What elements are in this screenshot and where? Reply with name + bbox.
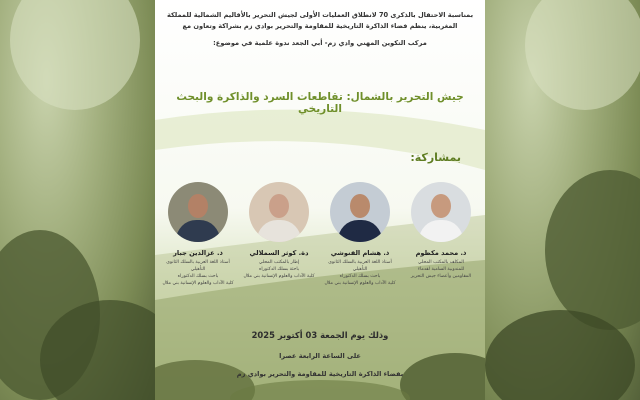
intro-line: مركب التكوين المهني وادي زم- أبي الجعد ندوة علمية في موضوع: [213,39,427,48]
event-time: على الساعة الرابعة عصرا [279,352,361,360]
participant-title-line: باحثة بسلك الدكتوراه [259,267,299,273]
participant-card [321,182,399,287]
participant-title-line: للمندوبية السامية لقدماء [417,267,465,273]
participant-name: ذ. هشام الفنوشي [330,249,390,257]
participant-title-line: كلية الآداب والعلوم الإنسانية بني ملال [162,281,234,287]
foliage-shape [10,0,140,110]
participant-photo [168,182,228,242]
participant-title-line: إطار بالمكتب المحلي [258,260,300,265]
participation-label: بمشاركة: [410,151,461,164]
participant-title-line: المكلف بالمكتب المحلي [418,260,464,265]
participant-card [240,182,318,280]
participant-title-line: المقاومين وأعضاء جيش التحرير [410,274,472,280]
intro-line: المغربية، ينظم فضاء الذاكرة التاريخية للمقاومة والتحرير بوادي زم بشراكة وتعاون مع [182,22,458,31]
participant-card [159,182,237,287]
participant-name: ذ. محمد مكظوم [415,249,467,257]
event-venue: بفضاء الذاكرة التاريخية للمقاومة والتحرير بوادي زم [236,370,404,378]
participant-title-line: باحث بسلك الدكتوراه [339,274,381,280]
participant-title-line: كلية الآداب والعلوم الإنسانية بني ملال [243,274,315,280]
event-poster [155,0,485,400]
intro-line: بمناسبة الاحتفال بالذكرى 70 لانطلاق العمليات الأولى لجيش التحرير بالأقاليم الشمالية للمملكة [166,11,474,19]
participant-title-line: باحث بسلك الدكتوراه [177,274,219,280]
event-headline: جيش التحرير بالشمال: تقاطعات السرد والذاكرة والبحث التاريخي [176,91,464,115]
participant-title-line: كلية الآداب والعلوم الإنسانية بني ملال [324,281,396,287]
participant-title-line: أستاذ اللغة العربية بالسلك الثانوي التأهيلي [328,260,392,273]
participant-title [159,259,237,287]
participant-card [402,182,480,280]
intro-text [161,10,479,50]
participant-photo [411,182,471,242]
foliage-shape [545,170,640,330]
participant-photo [330,182,390,242]
participant-name: ذ. عزالدين جبار [173,249,223,257]
participant-name: دة. كوثر السملالي [249,249,309,257]
participant-title-line: أستاذ اللغة العربية بالسلك الثانوي التأهيلي [166,260,230,273]
foliage-shape [525,0,640,110]
event-date: وذلك يوم الجمعة 03 أكتوبر 2025 [251,330,389,340]
participant-title [240,259,318,280]
background-panel-right [485,0,640,400]
participant-title [321,259,399,287]
participant-title [402,259,480,280]
background-panel-left [0,0,155,400]
participant-photo [249,182,309,242]
